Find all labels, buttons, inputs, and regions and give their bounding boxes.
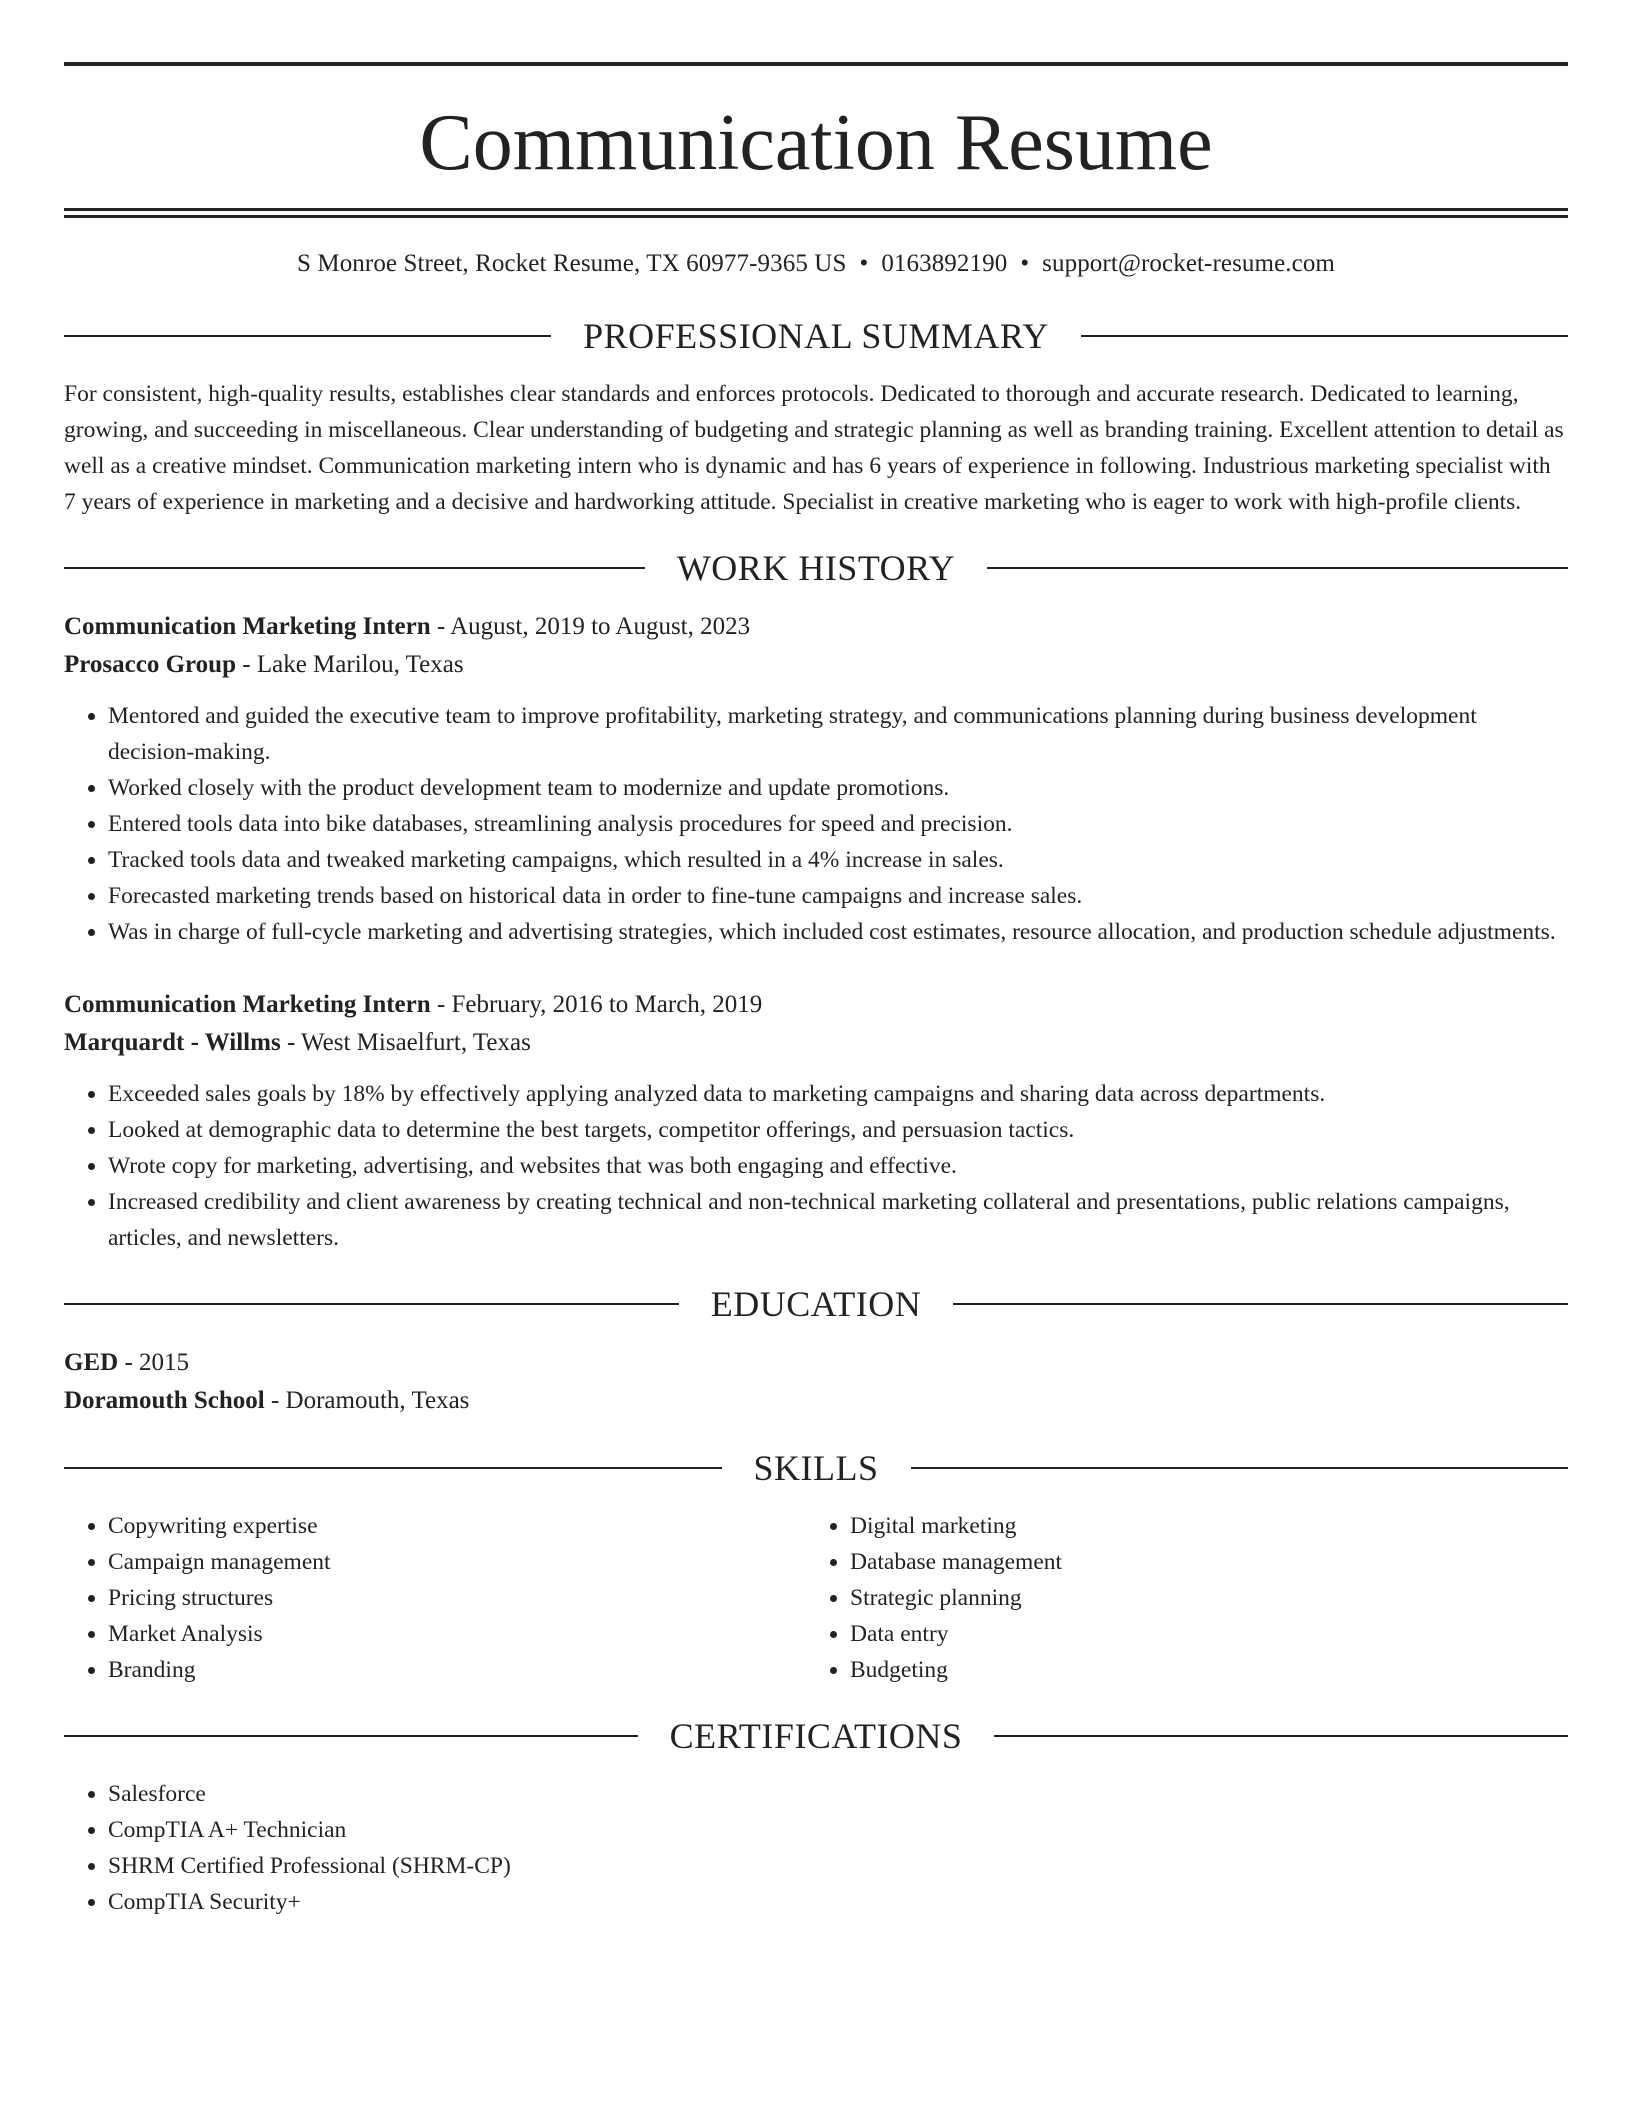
- section-header-summary: [64, 314, 1568, 358]
- job-dates: - February, 2016 to March, 2019: [430, 991, 763, 1018]
- list-item: • Database management: [850, 1544, 1548, 1580]
- phone: 0163892190: [881, 250, 1008, 277]
- section-header-skills: [64, 1446, 1568, 1490]
- list-item: • Strategic planning: [850, 1580, 1548, 1616]
- degree-year: - 2015: [118, 1349, 190, 1376]
- separator: •: [1020, 250, 1030, 277]
- section-title: EDUCATION: [710, 1284, 922, 1324]
- list-item: • Budgeting: [850, 1652, 1548, 1688]
- job-entry: [64, 608, 1568, 950]
- list-item: • Copywriting expertise: [108, 1508, 806, 1544]
- list-item: • Looked at demographic data to determine the best targets, competitor offerings, and persuasion tactics.: [108, 1112, 1568, 1148]
- certifications-list: [64, 1776, 1568, 1920]
- list-item: • Exceeded sales goals by 18% by effectively applying analyzed data to marketing campaigns and sharing data across departments.: [108, 1076, 1568, 1112]
- school-name: Doramouth School: [64, 1387, 265, 1414]
- divider: [64, 335, 551, 337]
- divider: [911, 1467, 1569, 1469]
- list-item: • Forecasted marketing trends based on historical data in order to fine-tune campaigns and increase sales.: [108, 878, 1568, 914]
- divider: [953, 1303, 1568, 1305]
- company-name: Marquardt - Willms: [64, 1029, 281, 1056]
- company-line: [64, 646, 1568, 684]
- divider: [994, 1735, 1568, 1737]
- company-location: - Lake Marilou, Texas: [236, 651, 464, 678]
- list-item: • Digital marketing: [850, 1508, 1548, 1544]
- job-title: Communication Marketing Intern: [64, 613, 431, 640]
- skills-grid: [64, 1508, 1568, 1688]
- company-line: [64, 1024, 1568, 1062]
- contact-line: [64, 250, 1568, 278]
- section-title: CERTIFICATIONS: [669, 1716, 963, 1756]
- list-item: • Branding: [108, 1652, 806, 1688]
- list-item: • Increased credibility and client awareness by creating technical and non-technical marketing collateral and presentations, public relations campaigns, articles, and newsletters.: [108, 1184, 1568, 1256]
- list-item: • CompTIA Security+: [108, 1884, 1568, 1920]
- section-header-education: [64, 1282, 1568, 1326]
- divider: [1081, 335, 1568, 337]
- list-item: • Wrote copy for marketing, advertising, and websites that was both engaging and effective.: [108, 1148, 1568, 1184]
- summary-text: For consistent, high-quality results, establishes clear standards and enforces protocols. Dedicated to thorough and accurate research. Dedicated to learning, growing, and succeeding in miscellaneous. Clear understanding of budgeting and strategic planning as well as branding training. Excellent attention to detail as well as a creative mindset. Communication marketing intern who is dynamic and has 6 years of experience in following. Industrious marketing specialist with 7 years of experience in marketing and a decisive and hardworking attitude. Specialist in creative marketing who is eager to work with high-profile clients.: [64, 381, 1564, 515]
- school-location: - Doramouth, Texas: [264, 1387, 470, 1414]
- list-item: • Campaign management: [108, 1544, 806, 1580]
- degree-line: [64, 1344, 1568, 1382]
- list-item: • Data entry: [850, 1616, 1548, 1652]
- job-bullets: [64, 698, 1568, 950]
- job-bullets: [64, 1076, 1568, 1256]
- company-location: - West Misaelfurt, Texas: [280, 1029, 531, 1056]
- separator: •: [859, 250, 869, 277]
- section-title: PROFESSIONAL SUMMARY: [583, 316, 1049, 356]
- divider: [64, 1303, 679, 1305]
- school-line: [64, 1382, 1568, 1420]
- skills-list-left: [64, 1508, 806, 1688]
- list-item: • CompTIA A+ Technician: [108, 1812, 1568, 1848]
- list-item: • Entered tools data into bike databases, streamlining analysis procedures for speed and precision.: [108, 806, 1568, 842]
- resume-name: Communication Resume: [419, 99, 1213, 187]
- list-item: • Salesforce: [108, 1776, 1568, 1812]
- skills-list-right: [806, 1508, 1548, 1688]
- section-title: WORK HISTORY: [676, 548, 956, 588]
- degree: GED: [64, 1349, 119, 1376]
- company-name: Prosacco Group: [64, 651, 236, 678]
- list-item: • Mentored and guided the executive team to improve profitability, marketing strategy, and communications planning during business development decision-making.: [108, 698, 1568, 770]
- list-item: • Market Analysis: [108, 1616, 806, 1652]
- divider: [987, 567, 1568, 569]
- job-dates: - August, 2019 to August, 2023: [430, 613, 751, 640]
- list-item: • Was in charge of full-cycle marketing and advertising strategies, which included cost estimates, resource allocation, and production schedule adjustments.: [108, 914, 1568, 950]
- address: S Monroe Street, Rocket Resume, TX 60977-9365 US: [297, 250, 847, 277]
- job-entry: [64, 986, 1568, 1256]
- list-item: • Tracked tools data and tweaked marketing campaigns, which resulted in a 4% increase in sales.: [108, 842, 1568, 878]
- list-item: • Worked closely with the product development team to modernize and update promotions.: [108, 770, 1568, 806]
- list-item: • Pricing structures: [108, 1580, 806, 1616]
- top-rule: [64, 62, 1568, 66]
- divider: [64, 1467, 722, 1469]
- divider: [64, 1735, 638, 1737]
- resume-page: [64, 0, 1568, 1920]
- section-title: SKILLS: [753, 1448, 879, 1488]
- email: support@rocket-resume.com: [1042, 250, 1335, 277]
- section-header-certifications: [64, 1714, 1568, 1758]
- section-header-work: [64, 546, 1568, 590]
- double-rule: [64, 208, 1568, 218]
- job-title-line: [64, 986, 1568, 1024]
- list-item: • SHRM Certified Professional (SHRM-CP): [108, 1848, 1568, 1884]
- divider: [64, 567, 645, 569]
- job-title: Communication Marketing Intern: [64, 991, 431, 1018]
- job-title-line: [64, 608, 1568, 646]
